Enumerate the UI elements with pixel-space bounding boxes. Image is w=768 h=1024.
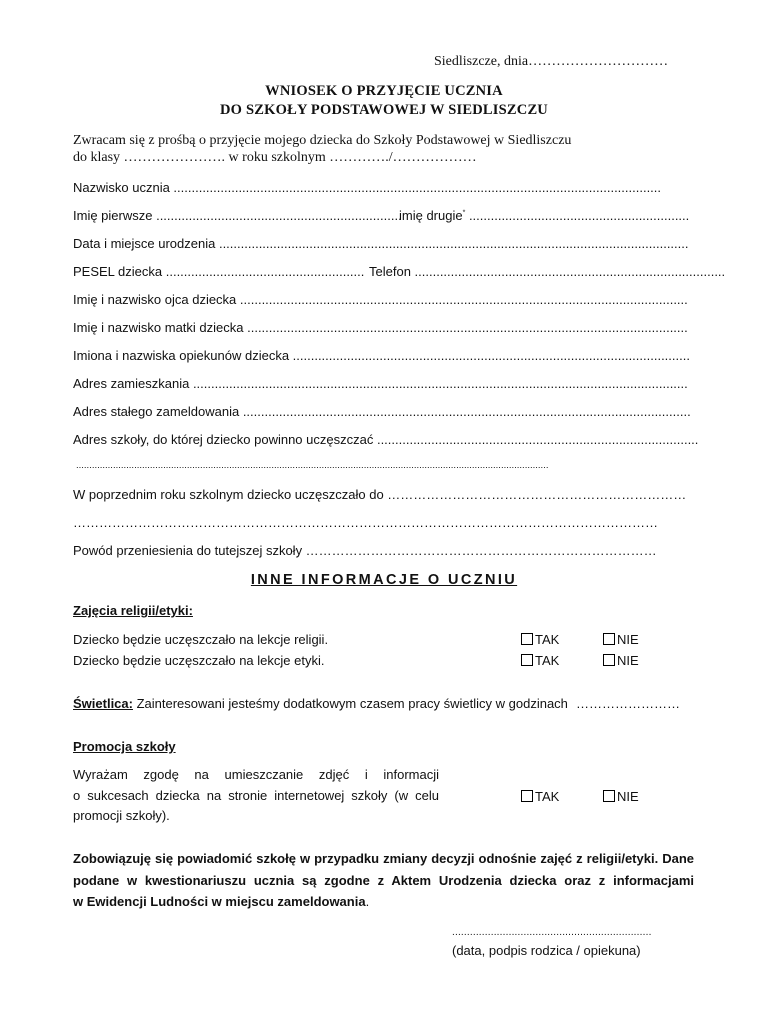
day-room-label: Świetlica: <box>73 696 133 711</box>
first-name-field[interactable]: Imię pierwsze .................................................................... <box>73 208 402 223</box>
religion-ethics-heading: Zajęcia religii/etyki: <box>73 603 193 618</box>
yes-label: TAK <box>535 632 560 647</box>
yes-label: TAK <box>535 789 560 804</box>
declaration-line2: podane w kwestionariuszu ucznia są zgodne z Aktem Urodzenia dziecka oraz z informacjami <box>73 872 694 888</box>
no-label: NIE <box>617 653 639 668</box>
day-room-hours-field[interactable]: …………………… <box>576 696 680 711</box>
signature-caption: (data, podpis rodzica / opiekuna) <box>452 943 641 958</box>
transfer-reason-field[interactable]: Powód przeniesienia do tutejszej szkoły ……………………………………………………………………… <box>73 543 657 558</box>
promotion-line1: Wyrażam zgodę na umieszczanie zdjęć i informacji <box>73 767 439 782</box>
previous-school-continuation[interactable]: ……………………………………………………………………………………………………………………… <box>73 515 658 530</box>
ethics-yes-checkbox[interactable] <box>521 654 533 666</box>
no-label: NIE <box>617 789 639 804</box>
intro-line1: Zwracam się z prośbą o przyjęcie mojego dziecka do Szkoły Podstawowej w Siedliszczu <box>73 133 572 148</box>
ethics-no-checkbox[interactable] <box>603 654 615 666</box>
ethics-question: Dziecko będzie uczęszczało na lekcje etyki. <box>73 653 325 668</box>
pesel-field[interactable]: PESEL dziecka ....................................................... <box>73 264 365 279</box>
place-date-line[interactable]: Siedliszcze, dnia………………………… <box>434 54 669 69</box>
declaration-line3-text: w Ewidencji Ludności w miejscu zameldowania <box>73 894 366 909</box>
signature-line[interactable]: ................................................................... <box>452 927 652 938</box>
religion-yes-checkbox[interactable] <box>521 633 533 645</box>
promotion-line3: promocji szkoły). <box>73 808 170 823</box>
no-label: NIE <box>617 632 639 647</box>
day-room-row <box>73 696 568 711</box>
promotion-yes-checkbox[interactable] <box>521 790 533 802</box>
intro-line2-class-year[interactable]: do klasy …………………. w roku szkolnym …………./……………… <box>73 150 477 165</box>
school-address-field[interactable]: Adres szkoły, do której dziecko powinno uczęszczać ......................................................................................... <box>73 432 699 447</box>
promotion-heading: Promocja szkoły <box>73 739 176 754</box>
home-address-field[interactable]: Adres zamieszkania ......................................................................................................................................... <box>73 376 688 391</box>
father-name-field[interactable]: Imię i nazwisko ojca dziecka ............................................................................................................................ <box>73 292 688 307</box>
ethics-no-option[interactable] <box>603 653 639 668</box>
promotion-no-option[interactable] <box>603 789 639 804</box>
surname-field[interactable]: Nazwisko ucznia ....................................................................................................................................... <box>73 180 662 195</box>
declaration-line3 <box>73 891 694 913</box>
day-room-text: Zainteresowani jesteśmy dodatkowym czasem pracy świetlicy w godzinach <box>132 696 568 711</box>
previous-school-field[interactable]: W poprzednim roku szkolnym dziecko uczęszczało do …………………………………………………………… <box>73 487 687 502</box>
promotion-no-checkbox[interactable] <box>603 790 615 802</box>
footnote-mark: * <box>462 209 466 217</box>
promotion-consent-text <box>73 765 439 827</box>
second-name-field[interactable] <box>399 208 689 223</box>
school-address-continuation[interactable]: ................................................................................................................................................................................... <box>76 460 549 471</box>
declaration-line1: Zobowiązuję się powiadomić szkołę w przypadku zmiany decyzji odnośnie zajęć z religii/etyki. Dane <box>73 851 694 866</box>
birth-date-place-field[interactable]: Data i miejsce urodzenia .................................................................................................................................. <box>73 236 689 251</box>
second-name-dots: ............................................................. <box>465 208 690 223</box>
ethics-yes-option[interactable] <box>521 653 559 668</box>
religion-yes-option[interactable] <box>521 632 559 647</box>
yes-label: TAK <box>535 653 560 668</box>
promotion-line2: o sukcesach dziecka na stronie internetowej szkoły (w celu <box>73 787 439 803</box>
guardians-field[interactable]: Imiona i nazwiska opiekunów dziecka .............................................................................................................. <box>73 348 690 363</box>
religion-question: Dziecko będzie uczęszczało na lekcje religii. <box>73 632 329 647</box>
declaration-line3-end: . <box>365 894 370 909</box>
form-title-line1: WNIOSEK O PRZYJĘCIE UCZNIA <box>265 83 503 99</box>
registered-address-field[interactable]: Adres stałego zameldowania ............................................................................................................................ <box>73 404 691 419</box>
second-name-label: imię drugie <box>399 208 463 223</box>
religion-no-checkbox[interactable] <box>603 633 615 645</box>
phone-field[interactable]: Telefon ...................................................................................... <box>369 264 726 279</box>
promotion-yes-option[interactable] <box>521 789 559 804</box>
declaration-text <box>73 848 694 913</box>
other-info-heading: INNE INFORMACJE O UCZNIU <box>250 572 518 588</box>
mother-name-field[interactable]: Imię i nazwisko matki dziecka .......................................................................................................................... <box>73 320 688 335</box>
religion-no-option[interactable] <box>603 632 639 647</box>
form-title-line2: DO SZKOŁY PODSTAWOWEJ W SIEDLISZCZU <box>220 102 548 118</box>
